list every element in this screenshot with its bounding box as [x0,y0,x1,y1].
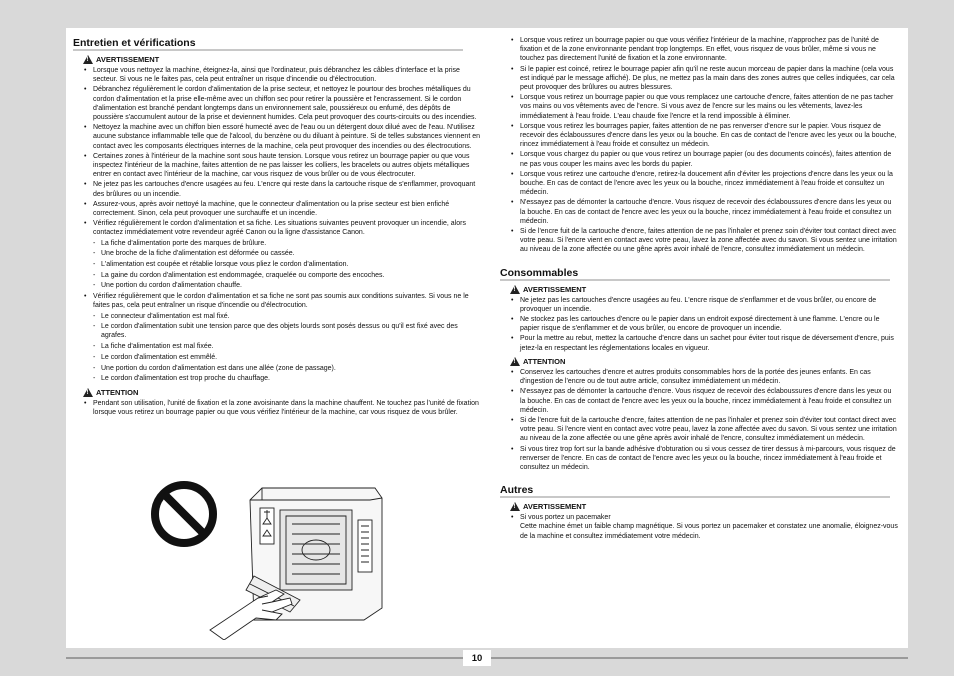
list-item: • Ne stockez pas les cartouches d'encre ou le papier dans un endroit exposé directement à une flamme. L'encre ou le papier risque de s'enflammer et de vous brûler, ou encore de provoquer un incendie. [520,315,898,333]
list-item: • Si vous portez un pacemaker Cette machine émet un faible champ magnétique. Si vous portez un pacemaker et constatez une anomalie, éloignez-vous de la machine et consultez immédiatement votre médecin. [520,513,898,541]
prohibition-icon [155,485,213,543]
list-item: • Lorsque vous nettoyez la machine, éteignez-la, ainsi que l'ordinateur, puis débranchez les câbles d'interface et la prise secteur. Si vous ne le faites pas, cela peut entraîner un risque d'incendie ou d'électrocution. [93,66,481,84]
sub-list-item: - Une broche de la fiche d'alimentation est déformée ou cassée. [101,249,481,258]
warning-triangle-icon [510,502,520,511]
list-item: • Lorsque vous retirez les bourrages papier, faites attention de ne pas renverser d'encre sur le papier. Vous risquez de recevoir des éclaboussures d'encre dans les yeux ou la bouche. En cas de contact de l'encre avec les yeux ou la bouche, rincez immédiatement à l'eau froide et consultez un médecin. [520,122,898,150]
section-title-autres: Autres [500,484,538,498]
warning-triangle-icon [510,285,520,294]
sub-list [93,312,481,384]
avertissement-list [500,513,898,541]
avertissement-heading: ! AVERTISSEMENT [510,285,898,294]
warning-triangle-icon [83,55,93,64]
attention-heading: ! ATTENTION [510,357,898,366]
warning-triangle-icon [83,388,93,397]
sub-list-item: - L'alimentation est coupée et rétablie lorsque vous pliez le cordon d'alimentation. [101,260,481,269]
list-item: • Vérifiez régulièrement que le cordon d'alimentation et sa fiche ne sont pas soumis aux conditions suivantes. Si vous ne le faites pas, cela peut entraîner un risque d'incendie ou d'électrocution. - Le connecteur d'alimentation est mal fixé. - Le cordon d'alimentation subit une tension parce que des objets lourds sont posés dessus ou qu'il est fixé avec des agrafes. - La fiche d'alimentation est mal fixée. - Le cordon d'alimentation est emmêlé. - Une portion du cordon d'alimentation est dans une allée (zone de passage). - Le cordon d'alimentation est trop proche du chauffage. [93,292,481,383]
illustration-do-not-touch [150,480,400,640]
avertissement-list [500,296,898,353]
sub-list-item: - La fiche d'alimentation est mal fixée. [101,342,481,351]
list-item: • Si de l'encre fuit de la cartouche d'encre, faites attention de ne pas l'inhaler et prenez soin d'éviter tout contact direct avec votre peau. Si l'encre vient en contact avec votre peau, lavez la zone affectée avec du savon. Si vous sentez une irritation au niveau de la zone affectée ou une gêne après avoir inhalé de l'encre, consultez immédiatement un médecin. [520,416,898,444]
right-column [500,36,898,542]
left-column [73,37,481,418]
manual-page [66,28,908,648]
list-item: • Conservez les cartouches d'encre et autres produits consommables hors de la portée des jeunes enfants. En cas d'ingestion de l'encre ou de tout autre article, consultez immédiatement un médecin. [520,368,898,386]
list-item: • Certaines zones à l'intérieur de la machine sont sous haute tension. Lorsque vous retirez un bourrage papier ou que vous inspectez l'intérieur de la machine, faites attention de ne pas laisser les colliers, les bracelets ou autres objets métalliques entrer en contact avec l'intérieur de la machine, car vous risquez de vous brûler ou de vous électrocuter. [93,152,481,180]
list-item: • Nettoyez la machine avec un chiffon bien essoré humecté avec de l'eau ou un détergent doux dilué avec de l'eau. N'utilisez aucune substance inflammable telle que de l'alcool, du benzène ou du diluant à peinture. Si de telles substances viennent en contact avec les composants électriques internes de la machine, cela peut provoquer des incendies ou des électrocutions. [93,123,481,151]
list-item: • Vérifiez régulièrement le cordon d'alimentation et sa fiche. Les situations suivantes peuvent provoquer un incendie, alors contactez immédiatement votre revendeur agréé Canon ou la ligne d'assistance Canon. - La fiche d'alimentation porte des marques de brûlure. - Une broche de la fiche d'alimentation est déformée ou cassée. - L'alimentation est coupée et rétablie lorsque vous pliez le cordon d'alimentation. - La gaine du cordon d'alimentation est endommagée, craquelée ou comporte des encoches. - Une portion du cordon d'alimentation chauffe. [93,219,481,290]
sub-list-item: - Une portion du cordon d'alimentation chauffe. [101,281,481,290]
attention-list [73,399,481,417]
list-item: • Assurez-vous, après avoir nettoyé la machine, que le connecteur d'alimentation ou la prise secteur est bien enfiché correctement. Sinon, cela peut provoquer une surchauffe et un incendie. [93,200,481,218]
list-item: • N'essayez pas de démonter la cartouche d'encre. Vous risquez de recevoir des éclaboussures d'encre dans les yeux ou la bouche. En cas de contact de l'encre avec les yeux ou la bouche, rincez immédiatement à l'eau froide et consultez un médecin. [520,198,898,226]
list-item: • Ne jetez pas les cartouches d'encre usagées au feu. L'encre risque de s'enflammer et de vous brûler, ou encore de provoquer un incendie. [520,296,898,314]
list-item: • Pendant son utilisation, l'unité de fixation et la zone avoisinante dans la machine chauffent. Ne touchez pas l'unité de fixation lorsque vous retirez un bourrage papier ou que vous vérifiez l'intérieur de la machine, car vous risquez de vous brûler. [93,399,481,417]
sub-list-item: - Le connecteur d'alimentation est mal fixé. [101,312,481,321]
sub-list-item: - La fiche d'alimentation porte des marques de brûlure. [101,239,481,248]
list-item: • N'essayez pas de démonter la cartouche d'encre. Vous risquez de recevoir des éclaboussures d'encre dans les yeux ou la bouche. En cas de contact de l'encre avec les yeux ou la bouche, rincez immédiatement à l'eau froide et consultez un médecin. [520,387,898,415]
list-item: • Si vous tirez trop fort sur la bande adhésive d'obturation ou si vous cessez de tirer dessus à mi-parcours, vous risquez de renverser de l'encre. En cas de contact de l'encre avec les yeux ou la bouche, rincez immédiatement à l'eau froide et consultez un médecin. [520,445,898,473]
list-item: • Pour la mettre au rebut, mettez la cartouche d'encre dans un sachet pour éviter tout risque de déversement d'encre, puis jetez-la en respectant les réglementations locales en vigueur. [520,334,898,352]
page-number: 10 [463,650,491,666]
avertissement-heading: ! AVERTISSEMENT [83,55,481,64]
attention-list [500,368,898,472]
list-item: • Lorsque vous retirez une cartouche d'encre, retirez-la doucement afin d'éviter les projections d'encre dans les yeux ou la bouche. En cas de contact de l'encre avec les yeux ou la bouche, rincez immédiatement à l'eau froide et consultez un médecin. [520,170,898,198]
list-item: • Lorsque vous chargez du papier ou que vous retirez un bourrage papier (ou des documents coincés), faites attention de ne pas vous couper les mains avec les bords du papier. [520,150,898,168]
list-item: • Ne jetez pas les cartouches d'encre usagées au feu. L'encre qui reste dans la cartouche risque de s'enflammer, provoquant des brûlures ou un incendie. [93,180,481,198]
continued-list [500,36,898,255]
attention-heading: ! ATTENTION [83,388,481,397]
list-item: • Si de l'encre fuit de la cartouche d'encre, faites attention de ne pas l'inhaler et prenez soin d'éviter tout contact direct avec votre peau. Si l'encre vient en contact avec votre peau, lavez la zone affectée avec du savon. Si vous sentez une irritation au niveau de la zone affectée ou une gêne après avoir inhalé de l'encre, consultez immédiatement un médecin. [520,227,898,255]
list-item: • Lorsque vous retirez un bourrage papier ou que vous vérifiez l'intérieur de la machine, n'approchez pas de l'unité de fixation et de la zone environnante pendant trop longtemps. En effet, vous risquez de vous brûler, même si vous ne touchez pas directement l'unité de fixation et la zone environnante. [520,36,898,64]
sub-list-item: - La gaine du cordon d'alimentation est endommagée, craquelée ou comporte des encoches. [101,271,481,280]
list-item: • Si le papier est coincé, retirez le bourrage papier afin qu'il ne reste aucun morceau de papier dans la machine (cela vous est indiqué par le message affiché). De plus, ne mettez pas la main dans des zones autres que celles indiquées, car cela peut provoquer des brûlures ou autres blessures. [520,65,898,93]
sub-list-item: - Le cordon d'alimentation subit une tension parce que des objets lourds sont posés dessus ou qu'il est fixé avec des agrafes. [101,322,481,340]
sub-list [93,239,481,291]
sub-list-item: - Le cordon d'alimentation est trop proche du chauffage. [101,374,481,383]
section-title-entretien: Entretien et vérifications [73,37,223,51]
sub-list-item: - Le cordon d'alimentation est emmêlé. [101,353,481,362]
list-item: • Débranchez régulièrement le cordon d'alimentation de la prise secteur, et nettoyez le pourtour des broches métalliques du cordon d'alimentation et la prise elle-même avec un chiffon sec pour retirer la poussière et l'encrassement. Si le cordon d'alimentation est branché pendant longtemps dans un environnement sale, poussiéreux ou enfumé, des dépôts de poussière s'accumulent autour de la prise et deviennent humides. Cela peut provoquer des courts-circuits ou des incendies. [93,85,481,122]
list-item: • Lorsque vous retirez un bourrage papier ou que vous remplacez une cartouche d'encre, faites attention de ne pas tacher vos mains ou vos vêtements avec de l'encre. Si vous avez de l'encre sur les mains ou les vêtements, lavez-les immédiatement à l'eau froide. L'eau chaude fixe l'encre et la rend impossible à éliminer. [520,93,898,121]
warning-triangle-icon [510,357,520,366]
section-title-consommables: Consommables [500,267,586,281]
avertissement-heading: ! AVERTISSEMENT [510,502,898,511]
sub-list-item: - Une portion du cordon d'alimentation est dans une allée (zone de passage). [101,364,481,373]
avertissement-list [73,66,481,384]
